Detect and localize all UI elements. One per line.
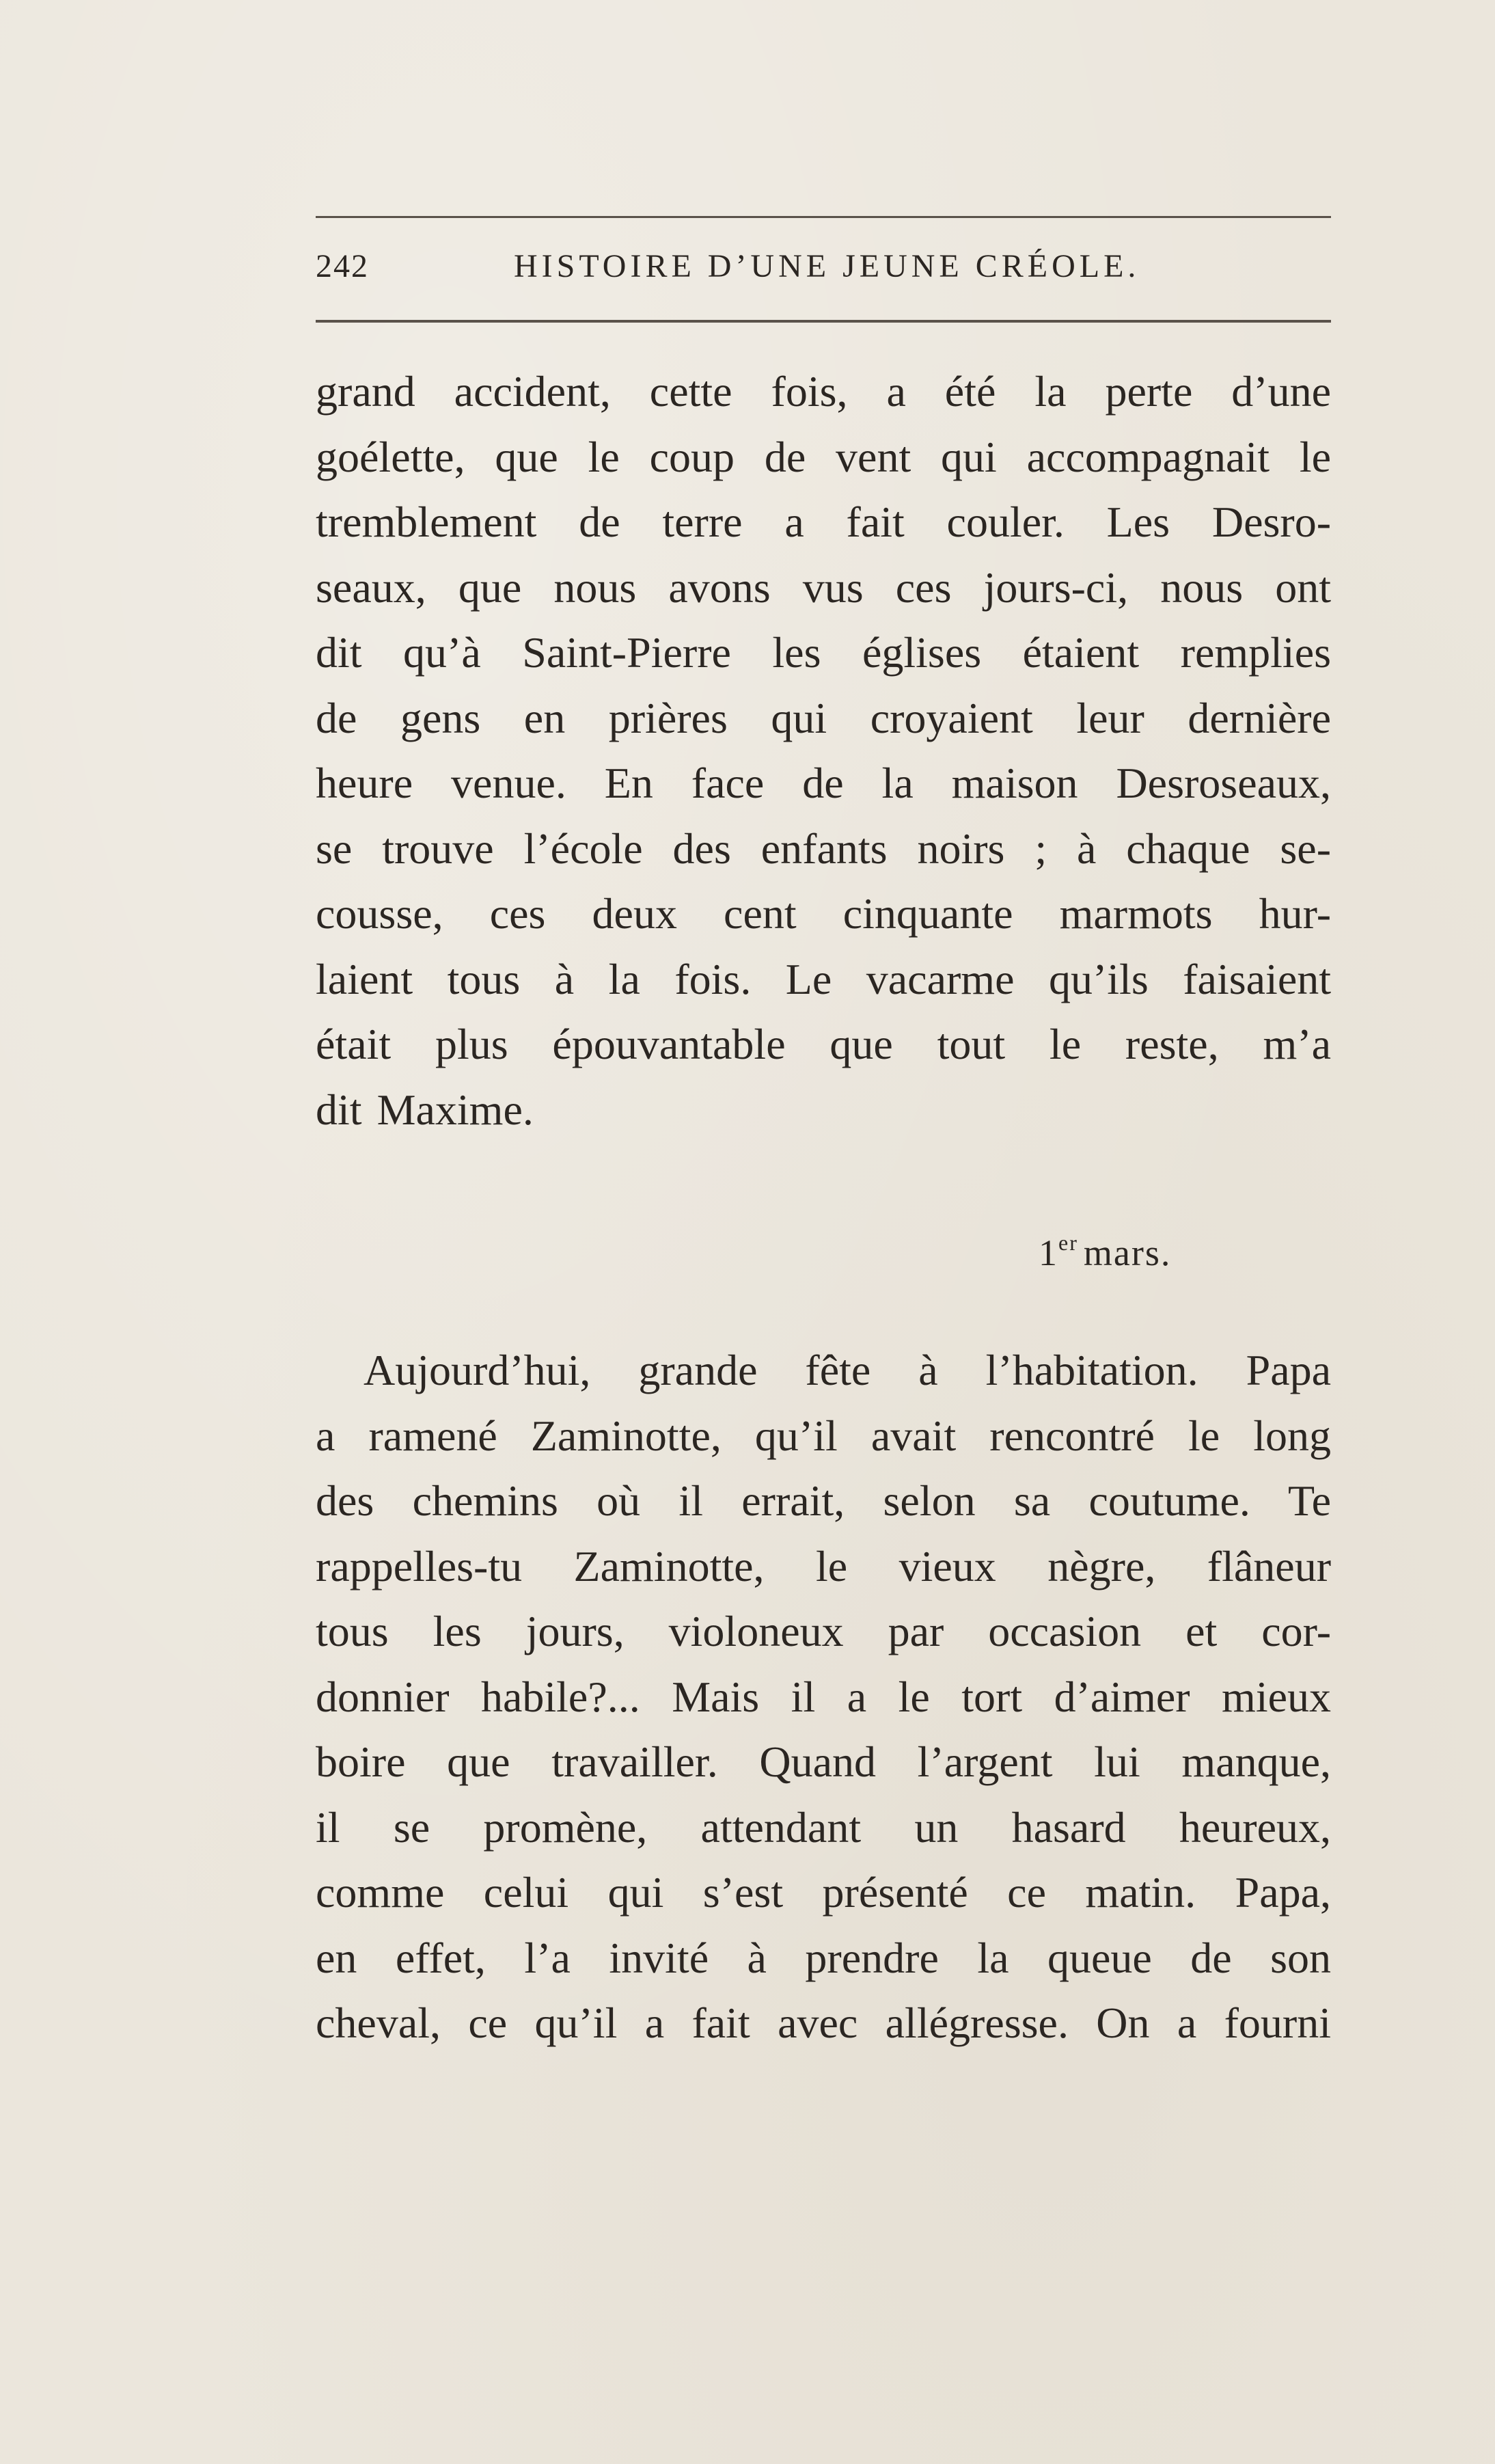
entry-date — [1039, 1230, 1171, 1274]
header-top-rule — [316, 216, 1331, 218]
text-line: se trouve l’école des enfants noirs ; à chaque se- — [316, 824, 1331, 873]
text-line: de gens en prières qui croyaient leur dernière — [316, 693, 1331, 742]
text-line: tous les jours, violoneux par occasion et cor- — [316, 1607, 1331, 1655]
text-line: était plus épouvantable que tout le reste, m’a — [316, 1020, 1331, 1068]
text-line: des chemins où il errait, selon sa coutume. Te — [316, 1476, 1331, 1525]
running-head: HISTOIRE D’UNE JEUNE CRÉOLE. — [514, 248, 1140, 284]
text-line: a ramené Zaminotte, qu’il avait rencontré le long — [316, 1411, 1331, 1460]
date-month: mars. — [1083, 1232, 1172, 1273]
text-line: grand accident, cette fois, a été la perte d’une — [316, 367, 1331, 416]
text-line: rappelles-tu Zaminotte, le vieux nègre, flâneur — [316, 1541, 1331, 1590]
paragraph-1 — [316, 359, 1331, 1142]
text-line: cousse, ces deux cent cinquante marmots hur- — [316, 889, 1331, 938]
page-header — [316, 247, 1331, 295]
text-line: Aujourd’hui, grande fête à l’habitation. Papa — [364, 1346, 1331, 1394]
text-line: cheval, ce qu’il a fait avec allégresse. On a fourni — [316, 1999, 1331, 2047]
text-line: laient tous à la fois. Le vacarme qu’ils faisaient — [316, 954, 1331, 1003]
date-day: 1 — [1039, 1232, 1058, 1273]
text-line: seaux, que nous avons vus ces jours-ci, nous ont — [316, 563, 1331, 612]
text-line: dit Maxime. — [316, 1085, 534, 1134]
text-line: comme celui qui s’est présenté ce matin. Papa, — [316, 1868, 1331, 1917]
text-line: en effet, l’a invité à prendre la queue de son — [316, 1933, 1331, 1982]
text-line: tremblement de terre a fait couler. Les Desro- — [316, 498, 1331, 546]
paragraph-2 — [316, 1338, 1331, 2056]
text-line: dit qu’à Saint-Pierre les églises étaient remplies — [316, 628, 1331, 677]
date-suffix: er — [1058, 1230, 1078, 1255]
text-line: goélette, que le coup de vent qui accompagnait le — [316, 432, 1331, 481]
text-line: boire que travailler. Quand l’argent lui manque, — [316, 1737, 1331, 1786]
text-line: donnier habile?... Mais il a le tort d’aimer mieux — [316, 1672, 1331, 1721]
header-bottom-rule — [316, 320, 1331, 323]
text-line: heure venue. En face de la maison Desroseaux, — [316, 759, 1331, 807]
text-line: il se promène, attendant un hasard heureux, — [316, 1802, 1331, 1852]
page-number: 242 — [316, 248, 369, 284]
